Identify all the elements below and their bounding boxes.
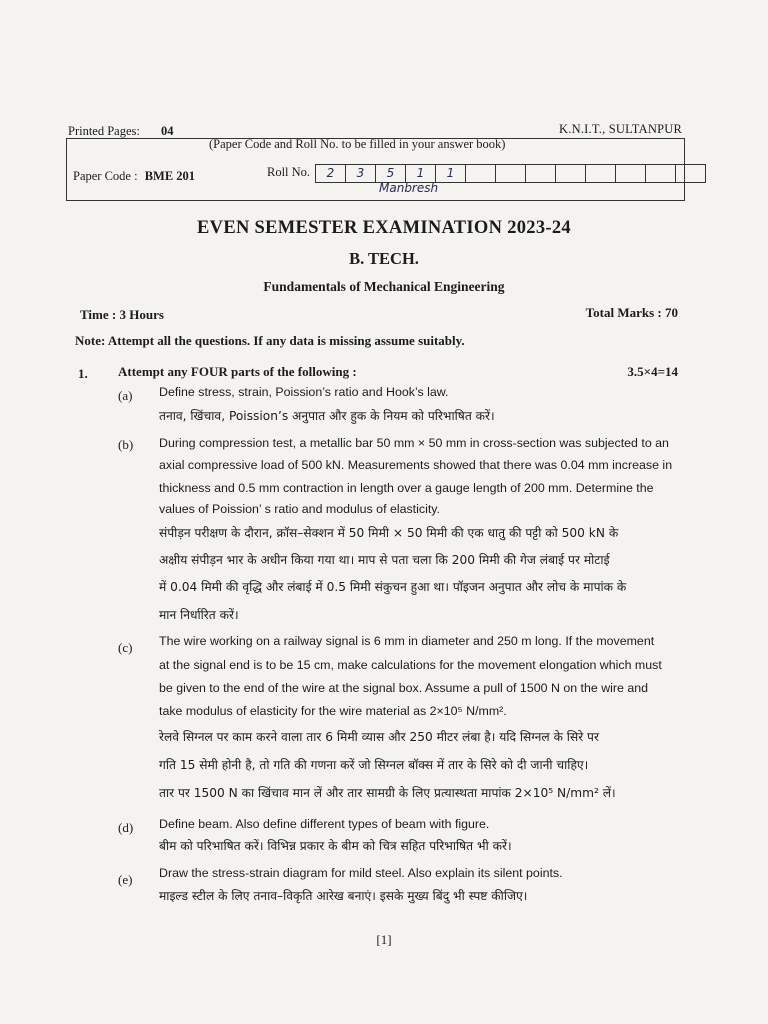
part-text-hi: बीम को परिभाषित करें। विभिन्न प्रकार के बीम को चित्र सहित परिभाषित भी करें। (159, 839, 512, 853)
roll-cell: 5 (376, 165, 406, 183)
part-text-en: take modulus of elasticity for the wire material as 2×10⁵ N/mm². (159, 704, 507, 718)
part-text-en: During compression test, a metallic bar 50 mm × 50 mm in cross-section was subjected to an (159, 436, 669, 450)
part-label: (e) (118, 872, 133, 887)
part-label: (a) (118, 388, 133, 403)
printed-pages (68, 124, 174, 139)
roll-cell (496, 165, 526, 183)
roll-cell (586, 165, 616, 183)
instructions-note: Note: Attempt all the questions. If any data is missing assume suitably. (75, 333, 465, 348)
part-label: (b) (118, 437, 134, 452)
part-text-hi: संपीड़न परीक्षण के दौरान, क्रॉस–सेक्शन में 50 मिमी × 50 मिमी की एक धातु की पट्टी को 500 kN के (159, 526, 619, 540)
paper-code-box (66, 138, 685, 201)
page-number: [1] (376, 932, 392, 947)
question-instruction: Attempt any FOUR parts of the following : (118, 364, 357, 379)
paper-code-label: Paper Code : (73, 169, 138, 183)
roll-cell (646, 165, 676, 183)
part-text-en: Define stress, strain, Poission’s ratio and Hook’s law. (159, 385, 449, 399)
part-text-hi: में 0.04 मिमी की वृद्धि और लंबाई में 0.5 मिमी संकुचन हुआ था। पॉइजन अनुपात और लोच के मापांक के (159, 580, 627, 594)
part-text-en: axial compressive load of 500 kN. Measurements showed that there was 0.04 mm increase in (159, 458, 673, 472)
printed-pages-label: Printed Pages: (68, 124, 140, 138)
part-text-hi: अक्षीय संपीड़न भार के अधीन किया गया था। माप से पता चला कि 200 मिमी की गेज लंबाई पर मोटाई (159, 553, 610, 567)
part-text-hi: तार पर 1500 N का खिंचाव मान लें और तार सामग्री के लिए प्रत्यास्थता मापांक 2×10⁵ N/mm² लें। (159, 786, 616, 800)
box-note: (Paper Code and Roll No. to be filled in your answer book) (209, 137, 506, 151)
handwritten-signature: Manbresh (379, 181, 439, 195)
part-text-hi: माइल्ड स्टील के लिए तनाव–विकृति आरेख बनाएं। इसके मुख्य बिंदु भी स्पष्ट कीजिए। (159, 889, 528, 903)
roll-cell: 1 (436, 165, 466, 183)
part-text-hi: गति 15 सेमी होनी है, तो गति की गणना करें जो सिग्नल बॉक्स में तार के सिरे को दी जानी चाहिए। (159, 758, 589, 772)
college-name: K.N.I.T., SULTANPUR (559, 122, 682, 136)
part-label: (d) (118, 820, 134, 835)
part-text-en: values of Poission’ s ratio and modulus of elasticity. (159, 502, 440, 516)
part-label: (c) (118, 640, 133, 655)
roll-cell (676, 165, 706, 183)
roll-label: Roll No. (267, 165, 311, 179)
paper-code-value: BME 201 (144, 169, 196, 183)
part-text-hi: मान निर्धारित करें। (159, 608, 239, 622)
roll-cell (616, 165, 646, 183)
part-text-en: thickness and 0.5 mm contraction in length over a gauge length of 200 mm. Determine the (159, 481, 654, 495)
roll-cell: 2 (316, 165, 346, 183)
part-text-en: The wire working on a railway signal is 6 mm in diameter and 250 m long. If the movement (159, 634, 655, 648)
roll-cell (526, 165, 556, 183)
printed-pages-value: 04 (161, 124, 174, 138)
program-title: B. TECH. (349, 249, 419, 268)
part-text-hi: रेलवे सिग्नल पर काम करने वाला तार 6 मिमी व्यास और 250 मीटर लंबा है। यदि सिग्नल के सिरे पर (159, 730, 599, 744)
part-text-en: be given to the end of the wire at the signal box. Assume a pull of 1500 N on the wire and (159, 681, 649, 695)
paper-code (73, 169, 195, 184)
question-marks: 3.5×4=14 (627, 364, 678, 379)
total-marks: Total Marks : 70 (585, 305, 678, 320)
subject-title: Fundamentals of Mechanical Engineering (263, 279, 505, 294)
exam-title: EVEN SEMESTER EXAMINATION 2023-24 (197, 218, 571, 238)
roll-cell (556, 165, 586, 183)
part-text-en: at the signal end is to be 15 cm, make calculations for the movement elongation which must (159, 658, 662, 672)
part-text-hi: तनाव, खिंचाव, Poission’s अनुपात और हुक के नियम को परिभाषित करें। (159, 409, 495, 423)
roll-cell (466, 165, 496, 183)
question-number: 1. (78, 366, 88, 381)
part-text-en: Draw the stress-strain diagram for mild steel. Also explain its silent points. (159, 866, 563, 880)
roll-cell: 3 (346, 165, 376, 183)
exam-time: Time : 3 Hours (80, 307, 164, 322)
part-text-en: Define beam. Also define different types of beam with figure. (159, 817, 490, 831)
roll-cell: 1 (406, 165, 436, 183)
roll-number-cells (315, 164, 706, 183)
